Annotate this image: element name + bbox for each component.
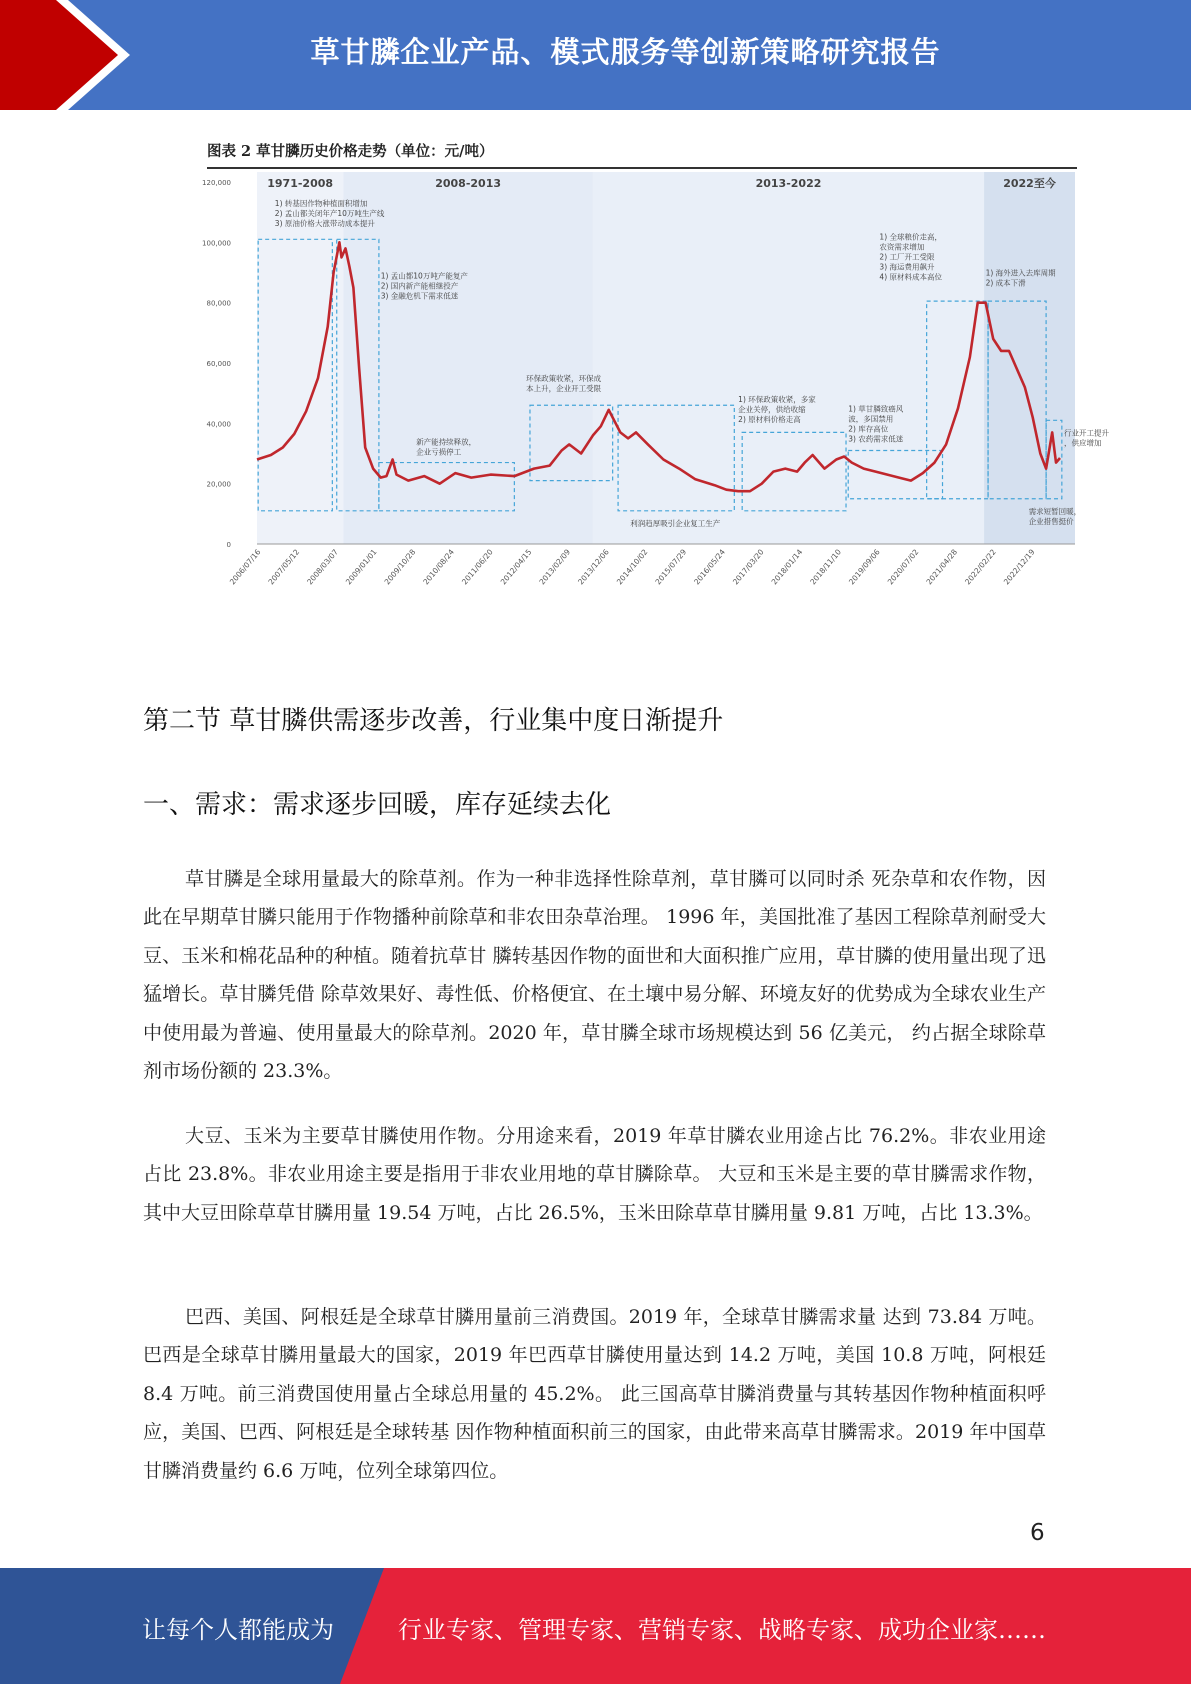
annotation-text: 1) 环保政策收紧，多家企业关停，供给收缩 2) 原材料价格走高 [738, 395, 816, 425]
x-tick-label: 2018/11/10 [808, 547, 844, 587]
x-tick-label: 2019/09/06 [847, 547, 882, 587]
period-label: 2008-2013 [435, 177, 502, 190]
annotation-text: 1) 全球粮价走高，农资需求增加 2) 工厂开工受限 3) 海运费用飙升 4) 原材料成本高位 [879, 232, 943, 282]
x-tick-label: 2021/04/28 [924, 547, 960, 587]
page-number: 6 [1030, 1520, 1045, 1546]
period-band [593, 172, 984, 544]
period-band [343, 172, 593, 544]
x-tick-label: 2013/12/06 [576, 547, 611, 587]
x-tick-label: 2017/03/20 [730, 547, 766, 587]
x-tick-label: 2009/10/28 [382, 547, 418, 587]
paragraph-3: 巴西、美国、阿根廷是全球草甘膦用量前三消费国。2019 年，全球草甘膦需求量 达到 73.84 万吨。巴西是全球草甘膦用量最大的国家，2019 年巴西草甘膦使用量达到 14.2 万吨，美国 10.8 万吨，阿根廷 8.4 万吨。前三消费国使用量占全球总用量的 45.2%。 此三国高草甘膦消费量与其转基因作物种植面积呼应，美国、巴西、阿根廷是全球转基 因作物种植面积前三的国家，由此带来高草甘膦需求。2019 年中国草甘膦消费量约 6.6 万吨，位列全球第四位。 [143, 1306, 1046, 1482]
x-tick-label: 2022/12/19 [1001, 547, 1037, 587]
x-tick-label: 2014/10/02 [614, 547, 650, 587]
x-tick-label: 2008/03/07 [305, 547, 340, 587]
y-tick-label: 20,000 [206, 480, 231, 489]
footer-slogan-left: 让每个人都能成为 [142, 1616, 334, 1644]
figure-caption: 图表 2 草甘膦历史价格走势（单位：元/吨） [207, 143, 494, 160]
paragraph-2: 大豆、玉米为主要草甘膦使用作物。分用途来看，2019 年草甘膦农业用途占比 76.2%。非农业用途占比 23.8%。非农业用途主要是指用于非农业用地的草甘膦除草。 大豆和玉米是主要的草甘膦需求作物，其中大豆田除草草甘膦用量 19.54 万吨，占比 26.5%，玉米田除草草甘膦用量 9.81 万吨，占比 13.3%。 [143, 1125, 1046, 1224]
report-title: 草甘膦企业产品、模式服务等创新策略研究报告 [310, 35, 941, 69]
annotation-text: 环保政策收紧，环保成本上升，企业开工受限 [526, 374, 602, 394]
annotation-text: 1) 海外进入去库周期 2) 成本下滑 [985, 268, 1056, 288]
x-tick-label: 2016/05/24 [692, 547, 727, 587]
period-band [984, 172, 1075, 544]
x-tick-label: 2012/04/15 [498, 547, 534, 587]
section-title: 第二节 草甘膦供需逐步改善，行业集中度日渐提升 [143, 706, 724, 736]
x-tick-label: 2006/07/16 [227, 547, 263, 587]
footer-slogan-right: 行业专家、管理专家、营销专家、战略专家、成功企业家…… [398, 1616, 1046, 1644]
y-tick-label: 120,000 [202, 179, 231, 187]
figure [207, 140, 1077, 169]
annotation-text: 1) 草甘膦致癌风波，多国禁用 2) 库存高位 3) 农药需求低迷 [848, 404, 904, 444]
y-tick-label: 100,000 [202, 239, 231, 248]
annotation-text: 新产能持续释放，企业亏损停工 [416, 437, 477, 457]
annotation-text: 需求短暂回暖，企业措售挺价 [1028, 506, 1082, 526]
x-tick-label: 2011/06/20 [460, 547, 495, 587]
period-label: 2022至今 [1003, 177, 1056, 190]
annotation-text: 利润趋厚吸引企业复工生产 [630, 518, 721, 528]
y-tick-label: 40,000 [206, 420, 231, 429]
period-label: 2013-2022 [755, 177, 822, 190]
y-tick-label: 60,000 [206, 360, 231, 368]
page-header [0, 0, 1191, 110]
y-tick-label: 0 [226, 541, 231, 549]
x-tick-label: 2013/02/09 [537, 547, 573, 587]
annotation-text: 行业开工提升，供应增加 [1064, 428, 1110, 448]
subsection-title: 一、需求：需求逐步回暖，库存延续去化 [143, 790, 612, 820]
price-chart [202, 172, 1110, 592]
period-label: 1971-2008 [267, 177, 334, 190]
x-tick-label: 2022/02/22 [963, 547, 998, 587]
x-tick-label: 2020/07/02 [885, 547, 921, 587]
x-tick-label: 2010/08/24 [421, 547, 457, 587]
annotation-text: 1) 孟山都10万吨产能复产 2) 国内新产能相继投产 3) 金融危机下需求低迷 [380, 271, 468, 301]
x-tick-label: 2009/01/01 [343, 547, 379, 587]
x-tick-label: 2018/01/14 [769, 547, 805, 587]
figure-rule [207, 167, 1077, 169]
annotation-text: 1) 转基因作物种植面积增加 2) 孟山都关闭年产10万吨生产线 3) 原油价格大涨带动成本提升 [274, 199, 385, 229]
paragraph-1: 草甘膦是全球用量最大的除草剂。作为一种非选择性除草剂，草甘膦可以同时杀 死杂草和农作物，因此在早期草甘膦只能用于作物播种前除草和非农田杂草治理。 1996 年，美国批准了基因工程除草剂耐受大豆、玉米和棉花品种的种植。随着抗草甘 膦转基因作物的面世和大面积推广应用，草甘膦的使用量出现了迅猛增长。草甘膦凭借 除草效果好、毒性低、价格便宜、在土壤中易分解、环境友好的优势成为全球农业生产 中使用最为普遍、使用量最大的除草剂。2020 年，草甘膦全球市场规模达到 56 亿美元， 约占据全球除草剂市场份额的 23.3%。 [143, 868, 1046, 1083]
x-tick-label: 2015/07/29 [653, 547, 689, 587]
y-tick-label: 80,000 [206, 299, 231, 308]
x-tick-label: 2007/05/12 [266, 547, 302, 587]
